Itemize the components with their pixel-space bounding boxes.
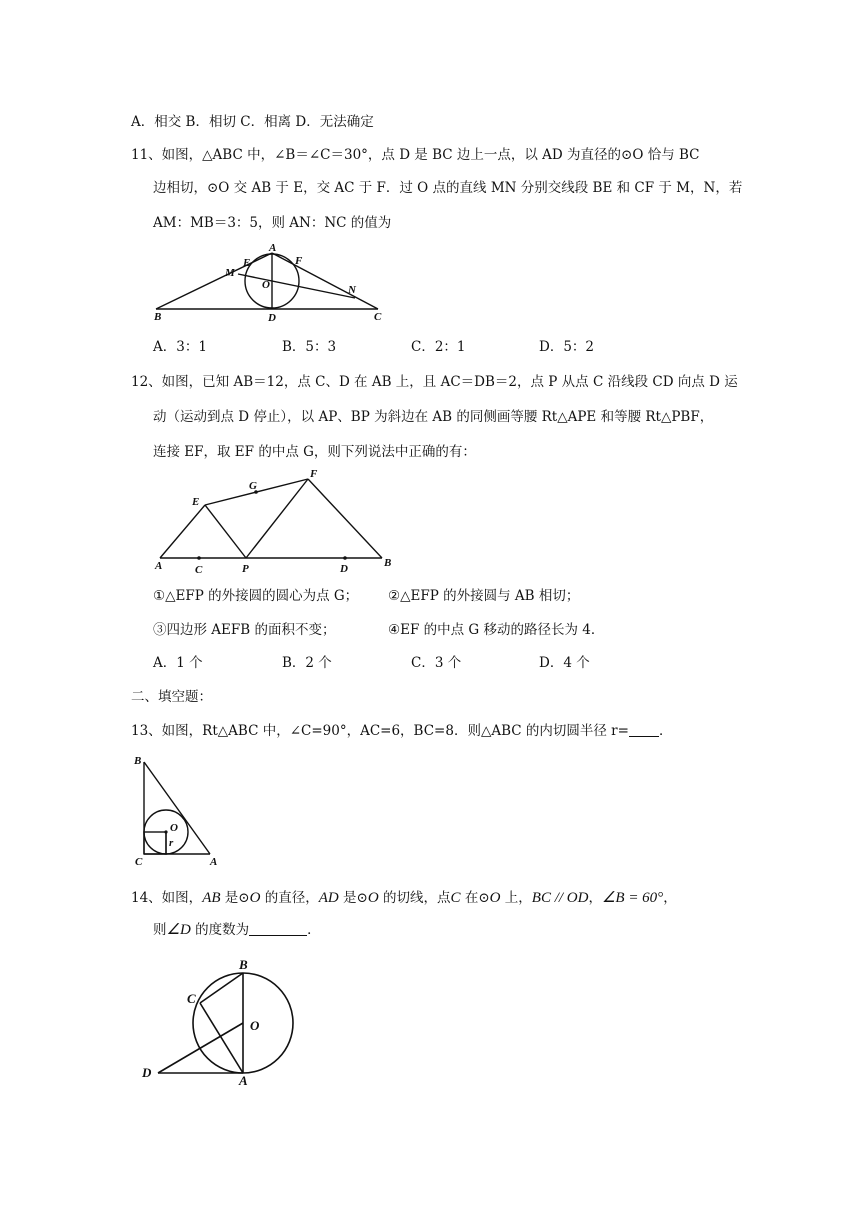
q12-line1: 12、如图，已知 AB＝12，点 C、D 在 AB 上，且 AC＝DB＝2，点 P 从点 C 沿线段 CD 向点 D 运 bbox=[131, 374, 738, 390]
q14-math-o: O bbox=[249, 890, 261, 906]
q14-text: ． bbox=[307, 922, 321, 938]
q12-label-b: B bbox=[384, 557, 392, 569]
q12-statement-2: ②△EFP 的外接圆与 AB 相切； bbox=[388, 588, 580, 604]
q11-label-e: E bbox=[243, 257, 251, 269]
q11-option-b: B．5：3 bbox=[282, 339, 337, 355]
q14-math-o: O bbox=[489, 890, 501, 906]
q14-text: 的切线，点 bbox=[378, 890, 451, 906]
q12-label-g: G bbox=[249, 480, 257, 492]
q14-line2 bbox=[153, 921, 321, 939]
q14-line1 bbox=[131, 889, 677, 907]
q14-math-o: O bbox=[367, 890, 379, 906]
q14-math-ad: AD bbox=[318, 890, 339, 906]
q12-label-d: D bbox=[340, 563, 348, 575]
q13-text-b: ． bbox=[658, 723, 673, 739]
q12-statement-4: ④EF 的中点 G 移动的路径长为 4． bbox=[388, 622, 605, 638]
q12-line3: 连接 EF，取 EF 的中点 G，则下列说法中正确的有： bbox=[153, 444, 476, 460]
q13-text-a: 13、如图，Rt△ABC 中，∠C=90°，AC=6，BC=8．则△ABC 的内切圆半径 r= bbox=[131, 723, 629, 739]
q12-label-e: E bbox=[192, 496, 200, 508]
q13-label-r: r bbox=[169, 837, 174, 849]
q14-text: 的度数为 bbox=[190, 922, 250, 938]
q11-line2: 边相切，⊙O 交 AB 于 E，交 AC 于 F．过 O 点的直线 MN 分别交线段 BE 和 CF 于 M，N，若 bbox=[153, 180, 743, 196]
q11-label-m: M bbox=[225, 267, 235, 279]
q12-statement-3: ③四边形 AEFB 的面积不变； bbox=[153, 622, 336, 638]
q12-statement-1: ①△EFP 的外接圆的圆心为点 G； bbox=[153, 588, 359, 604]
q13-text bbox=[131, 722, 672, 740]
q14-text: 上， bbox=[500, 890, 532, 906]
q13-label-b: B bbox=[134, 755, 142, 767]
q12-option-c: C．3 个 bbox=[411, 655, 462, 671]
q13-label-o: O bbox=[170, 822, 178, 834]
q14-text: ， bbox=[663, 890, 677, 906]
q14-label-a: A bbox=[239, 1073, 248, 1085]
q12-option-b: B．2 个 bbox=[282, 655, 332, 671]
q11-label-b: B bbox=[154, 311, 162, 323]
q14-label-o: O bbox=[250, 1018, 260, 1033]
q11-line3: AM：MB＝3：5，则 AN：NC 的值为 bbox=[153, 215, 392, 231]
q14-math-angle-b: ∠B = 60° bbox=[601, 890, 664, 906]
q14-label-b: B bbox=[239, 957, 248, 972]
q13-label-a: A bbox=[210, 856, 218, 868]
q13-answer-blank bbox=[629, 724, 659, 737]
q11-label-f: F bbox=[295, 255, 303, 267]
q12-label-f: F bbox=[310, 468, 318, 480]
q14-math-ab: AB bbox=[202, 890, 221, 906]
q14-label-c: C bbox=[187, 991, 196, 1006]
q12-label-a: A bbox=[155, 560, 163, 572]
q11-label-n: N bbox=[348, 284, 356, 296]
q14-text: ， bbox=[588, 890, 602, 906]
q14-text: 是⊙ bbox=[220, 890, 250, 906]
q14-math-angle-d: ∠D bbox=[166, 922, 191, 938]
q11-figure bbox=[150, 243, 390, 323]
q12-figure bbox=[150, 465, 400, 577]
q10-options: A．相交 B．相切 C．相离 D．无法确定 bbox=[131, 114, 374, 130]
q11-option-a: A．3：1 bbox=[153, 339, 207, 355]
q12-line2: 动（运动到点 D 停止），以 AP、BP 为斜边在 AB 的同侧画等腰 Rt△APE 和等腰 Rt△PBF， bbox=[153, 409, 714, 425]
q13-label-c: C bbox=[135, 856, 143, 868]
q11-line1: 11、如图，△ABC 中，∠B＝∠C＝30°，点 D 是 BC 边上一点，以 AD 为直径的⊙O 恰与 BC bbox=[131, 147, 700, 163]
q14-answer-blank bbox=[249, 921, 307, 936]
q11-label-d: D bbox=[268, 312, 276, 323]
q11-label-c: C bbox=[374, 311, 382, 323]
q11-label-o: O bbox=[262, 279, 270, 291]
q14-figure bbox=[138, 955, 308, 1085]
q14-math-c: C bbox=[450, 890, 461, 906]
q11-label-a: A bbox=[269, 243, 277, 254]
section-heading: 二、填空题： bbox=[131, 689, 212, 705]
q14-text: 的直径， bbox=[260, 890, 319, 906]
q12-label-p: P bbox=[242, 563, 249, 575]
q13-figure bbox=[130, 752, 230, 872]
q14-text: 是⊙ bbox=[338, 890, 368, 906]
q14-label-d: D bbox=[142, 1065, 152, 1080]
q14-text: 在⊙ bbox=[460, 890, 490, 906]
q11-option-d: D．5：2 bbox=[539, 339, 595, 355]
q11-option-c: C．2：1 bbox=[411, 339, 466, 355]
q12-label-c: C bbox=[195, 564, 203, 576]
q12-option-d: D．4 个 bbox=[539, 655, 590, 671]
q12-option-a: A．1 个 bbox=[153, 655, 203, 671]
q14-text: 14、如图， bbox=[131, 890, 203, 906]
q14-text: 则 bbox=[153, 922, 167, 938]
q14-math-bc-parallel-od: BC // OD bbox=[531, 890, 589, 906]
